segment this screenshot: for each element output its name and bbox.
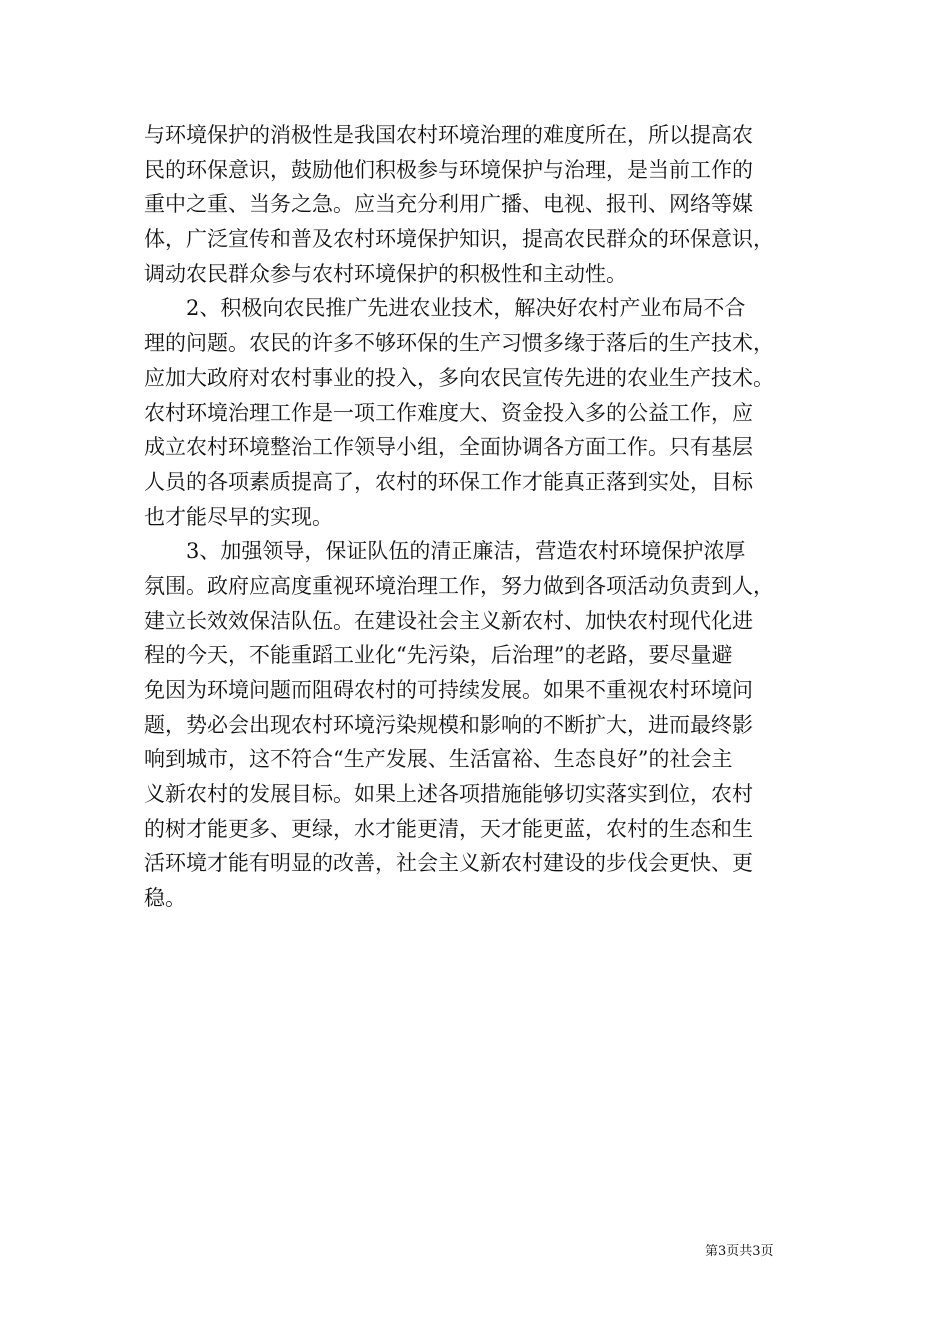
text-line: 的树才能更多、更绿，水才能更清，天才能更蓝，农村的生态和生 [144, 816, 753, 841]
text-line: 3、加强领导，保证队伍的清正廉洁，营造农村环境保护浓厚 [144, 539, 746, 564]
text-line: 民的环保意识，鼓励他们积极参与环境保护与治理，是当前工作的 [144, 157, 753, 182]
text-line: 义新农村的发展目标。如果上述各项措施能够切实落实到位，农村 [144, 782, 753, 807]
text-line: 农村环境治理工作是一项工作难度大、资金投入多的公益工作，应 [144, 400, 753, 425]
text-line: 响到城市，这不符合“生产发展、生活富裕、生态良好”的社会主 [144, 747, 733, 772]
text-line: 与环境保护的消极性是我国农村环境治理的难度所在，所以提高农 [144, 123, 753, 147]
body-text [144, 118, 804, 916]
page-footer: 第3页共3页 [705, 1244, 774, 1259]
text-line: 免因为环境问题而阻碍农村的可持续发展。如果不重视农村环境问 [144, 678, 753, 702]
text-line: 调动农民群众参与农村环境保护的积极性和主动性。 [144, 261, 627, 286]
text-line: 人员的各项素质提高了，农村的环保工作才能真正落到实处，目标 [144, 469, 753, 494]
text-line: 活环境才能有明显的改善，社会主义新农村建设的步伐会更快、更 [144, 851, 753, 876]
text-line: 建立长效效保洁队伍。在建设社会主义新农村、加快农村现代化进 [144, 608, 753, 633]
text-line: 题，势必会出现农村环境污染规模和影响的不断扩大，进而最终影 [144, 712, 753, 737]
text-line: 理的问题。农民的许多不够环保的生产习惯多缘于落后的生产技术， [144, 331, 774, 356]
text-line: 氛围。政府应高度重视环境治理工作，努力做到各项活动负责到人， [144, 573, 774, 598]
text-line: 体，广泛宣传和普及农村环境保护知识，提高农民群众的环保意识， [144, 227, 774, 252]
text-line: 成立农村环境整治工作领导小组，全面协调各方面工作。只有基层 [144, 435, 753, 460]
text-line: 也才能尽早的实现。 [144, 504, 333, 529]
text-line: 稳。 [144, 886, 186, 911]
text-line: 应加大政府对农村事业的投入，多向农民宣传先进的农业生产技术。 [144, 365, 774, 390]
text-line: 2、积极向农民推广先进农业技术，解决好农村产业布局不合 [144, 296, 746, 321]
text-line: 重中之重、当务之急。应当充分利用广播、电视、报刊、网络等媒 [144, 192, 753, 217]
text-line: 程的今天，不能重蹈工业化“先污染，后治理”的老路，要尽量避 [144, 643, 733, 668]
